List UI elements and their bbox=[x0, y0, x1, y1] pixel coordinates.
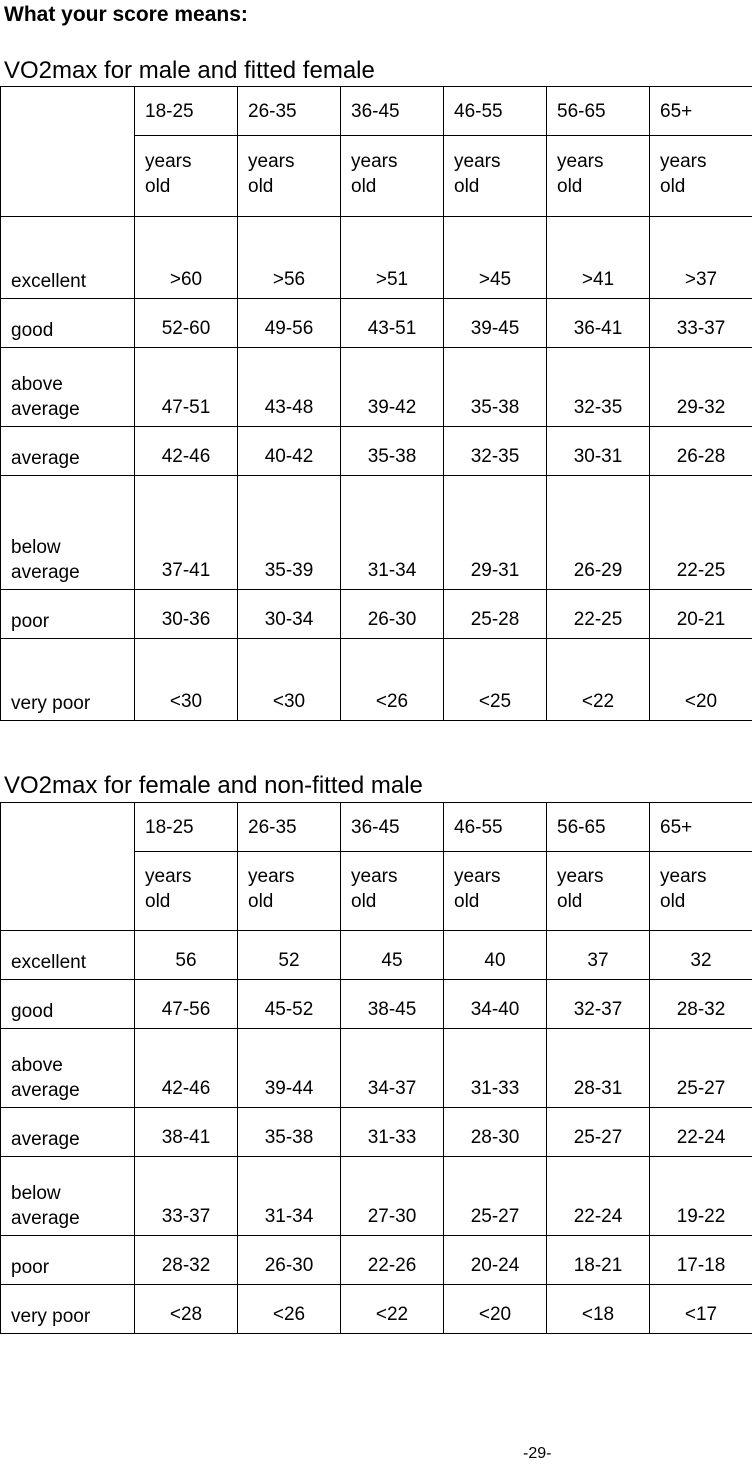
rating-label: average bbox=[1, 427, 135, 476]
rating-label: very poor bbox=[1, 639, 135, 721]
vo2max-value: 39-42 bbox=[341, 348, 444, 427]
vo2max-value: 28-30 bbox=[444, 1108, 547, 1157]
vo2max-value: <18 bbox=[547, 1285, 650, 1334]
vo2max-value: 42-46 bbox=[135, 1029, 238, 1108]
vo2max-value: 18-21 bbox=[547, 1236, 650, 1285]
vo2max-value: 31-34 bbox=[341, 476, 444, 590]
rating-label: excellent bbox=[1, 217, 135, 299]
age-unit-header bbox=[444, 136, 547, 217]
age-group-header: 46-55 bbox=[444, 803, 547, 852]
vo2max-value: 25-28 bbox=[444, 590, 547, 639]
vo2max-value: <26 bbox=[341, 639, 444, 721]
table-row bbox=[1, 639, 752, 721]
rating-label: poor bbox=[1, 590, 135, 639]
table-row bbox=[1, 1029, 752, 1108]
vo2max-value: 32-37 bbox=[547, 980, 650, 1029]
vo2max-value: 45 bbox=[341, 931, 444, 980]
vo2max-value: 52 bbox=[238, 931, 341, 980]
vo2max-value: >37 bbox=[650, 217, 752, 299]
vo2max-value: >51 bbox=[341, 217, 444, 299]
vo2max-value: 22-24 bbox=[547, 1157, 650, 1236]
age-group-header: 56-65 bbox=[547, 803, 650, 852]
age-unit-header bbox=[650, 852, 752, 931]
age-unit-header bbox=[238, 852, 341, 931]
vo2max-value: 22-24 bbox=[650, 1108, 752, 1157]
vo2max-value: 17-18 bbox=[650, 1236, 752, 1285]
age-group-header: 18-25 bbox=[135, 803, 238, 852]
vo2max-value: <30 bbox=[238, 639, 341, 721]
rating-label: poor bbox=[1, 1236, 135, 1285]
vo2max-value: 32-35 bbox=[547, 348, 650, 427]
age-unit-header bbox=[135, 136, 238, 217]
table-title-female-nonfitted-male: VO2max for female and non-fitted male bbox=[4, 772, 423, 799]
vo2max-value: 28-32 bbox=[135, 1236, 238, 1285]
vo2max-value: 42-46 bbox=[135, 427, 238, 476]
table-row bbox=[1, 1236, 752, 1285]
age-unit-label: years old bbox=[145, 866, 192, 912]
age-unit-label: years old bbox=[660, 151, 707, 197]
vo2max-value: >60 bbox=[135, 217, 238, 299]
vo2max-value: >41 bbox=[547, 217, 650, 299]
rating-label: good bbox=[1, 980, 135, 1029]
rating-label: below average bbox=[1, 476, 135, 590]
vo2max-value: 22-25 bbox=[650, 476, 752, 590]
table-row bbox=[1, 217, 752, 299]
vo2max-value: 43-48 bbox=[238, 348, 341, 427]
vo2max-value: 20-21 bbox=[650, 590, 752, 639]
rating-label: average bbox=[1, 1108, 135, 1157]
age-group-header: 65+ bbox=[650, 803, 752, 852]
table-row bbox=[1, 476, 752, 590]
vo2max-value: 34-37 bbox=[341, 1029, 444, 1108]
page-heading: What your score means: bbox=[4, 3, 248, 26]
vo2max-value: 31-34 bbox=[238, 1157, 341, 1236]
vo2max-value: <22 bbox=[341, 1285, 444, 1334]
table-title-male-fitted-female: VO2max for male and fitted female bbox=[4, 57, 375, 84]
rating-label: above average bbox=[1, 348, 135, 427]
age-group-header: 65+ bbox=[650, 87, 752, 136]
age-unit-label: years old bbox=[248, 151, 295, 197]
rating-label: below average bbox=[1, 1157, 135, 1236]
vo2max-value: <30 bbox=[135, 639, 238, 721]
vo2max-value: <25 bbox=[444, 639, 547, 721]
vo2max-table-female-nonfitted-male bbox=[0, 802, 752, 1334]
age-unit-header bbox=[547, 852, 650, 931]
rating-label: very poor bbox=[1, 1285, 135, 1334]
age-unit-label: years old bbox=[660, 866, 707, 912]
age-group-header: 36-45 bbox=[341, 803, 444, 852]
vo2max-value: 33-37 bbox=[650, 299, 752, 348]
vo2max-value: 22-26 bbox=[341, 1236, 444, 1285]
table-row bbox=[1, 1285, 752, 1334]
table-row bbox=[1, 299, 752, 348]
age-unit-label: years old bbox=[351, 866, 398, 912]
age-group-header: 46-55 bbox=[444, 87, 547, 136]
age-unit-header bbox=[341, 852, 444, 931]
vo2max-value: 26-28 bbox=[650, 427, 752, 476]
age-unit-header bbox=[444, 852, 547, 931]
vo2max-value: 25-27 bbox=[650, 1029, 752, 1108]
age-unit-label: years old bbox=[557, 866, 604, 912]
age-unit-label: years old bbox=[454, 866, 501, 912]
table-row bbox=[1, 980, 752, 1029]
rating-label: good bbox=[1, 299, 135, 348]
vo2max-value: <17 bbox=[650, 1285, 752, 1334]
vo2max-value: 37 bbox=[547, 931, 650, 980]
vo2max-value: 37-41 bbox=[135, 476, 238, 590]
vo2max-table-male-fitted-female bbox=[0, 86, 752, 721]
table-row bbox=[1, 427, 752, 476]
table-row bbox=[1, 1157, 752, 1236]
page-number: -29- bbox=[523, 1445, 552, 1462]
vo2max-value: 30-36 bbox=[135, 590, 238, 639]
age-unit-header bbox=[135, 852, 238, 931]
age-group-header: 18-25 bbox=[135, 87, 238, 136]
vo2max-value: 33-37 bbox=[135, 1157, 238, 1236]
vo2max-value: 28-31 bbox=[547, 1029, 650, 1108]
vo2max-value: 28-32 bbox=[650, 980, 752, 1029]
vo2max-value: 26-30 bbox=[238, 1236, 341, 1285]
table-row bbox=[1, 1108, 752, 1157]
vo2max-value: 32-35 bbox=[444, 427, 547, 476]
age-group-header: 26-35 bbox=[238, 803, 341, 852]
vo2max-value: 35-38 bbox=[238, 1108, 341, 1157]
header-corner bbox=[1, 803, 135, 931]
vo2max-value: 40-42 bbox=[238, 427, 341, 476]
age-group-header: 26-35 bbox=[238, 87, 341, 136]
vo2max-value: 49-56 bbox=[238, 299, 341, 348]
vo2max-value: 27-30 bbox=[341, 1157, 444, 1236]
age-unit-header bbox=[341, 136, 444, 217]
rating-label: above average bbox=[1, 1029, 135, 1108]
age-unit-label: years old bbox=[351, 151, 398, 197]
rating-label: excellent bbox=[1, 931, 135, 980]
age-unit-label: years old bbox=[557, 151, 604, 197]
vo2max-value: 56 bbox=[135, 931, 238, 980]
vo2max-value: 52-60 bbox=[135, 299, 238, 348]
age-unit-header bbox=[547, 136, 650, 217]
vo2max-value: <22 bbox=[547, 639, 650, 721]
vo2max-value: 39-45 bbox=[444, 299, 547, 348]
vo2max-value: 40 bbox=[444, 931, 547, 980]
vo2max-value: 34-40 bbox=[444, 980, 547, 1029]
vo2max-value: 32 bbox=[650, 931, 752, 980]
vo2max-value: <20 bbox=[650, 639, 752, 721]
vo2max-value: 36-41 bbox=[547, 299, 650, 348]
age-group-header: 36-45 bbox=[341, 87, 444, 136]
table-row bbox=[1, 590, 752, 639]
vo2max-value: 35-39 bbox=[238, 476, 341, 590]
vo2max-value: 25-27 bbox=[444, 1157, 547, 1236]
vo2max-value: 35-38 bbox=[341, 427, 444, 476]
vo2max-value: <20 bbox=[444, 1285, 547, 1334]
vo2max-value: >45 bbox=[444, 217, 547, 299]
vo2max-value: 31-33 bbox=[341, 1108, 444, 1157]
age-unit-label: years old bbox=[248, 866, 295, 912]
age-unit-header bbox=[238, 136, 341, 217]
vo2max-value: 31-33 bbox=[444, 1029, 547, 1108]
vo2max-value: 39-44 bbox=[238, 1029, 341, 1108]
vo2max-value: 29-31 bbox=[444, 476, 547, 590]
table-row bbox=[1, 348, 752, 427]
age-group-header: 56-65 bbox=[547, 87, 650, 136]
table-row bbox=[1, 931, 752, 980]
age-unit-header bbox=[650, 136, 752, 217]
vo2max-value: 38-45 bbox=[341, 980, 444, 1029]
vo2max-value: 45-52 bbox=[238, 980, 341, 1029]
vo2max-value: 43-51 bbox=[341, 299, 444, 348]
age-unit-label: years old bbox=[145, 151, 192, 197]
age-unit-label: years old bbox=[454, 151, 501, 197]
vo2max-value: <28 bbox=[135, 1285, 238, 1334]
vo2max-value: 29-32 bbox=[650, 348, 752, 427]
vo2max-value: 26-29 bbox=[547, 476, 650, 590]
vo2max-value: 30-34 bbox=[238, 590, 341, 639]
vo2max-value: 19-22 bbox=[650, 1157, 752, 1236]
vo2max-value: >56 bbox=[238, 217, 341, 299]
vo2max-value: 38-41 bbox=[135, 1108, 238, 1157]
vo2max-value: 25-27 bbox=[547, 1108, 650, 1157]
vo2max-value: 35-38 bbox=[444, 348, 547, 427]
vo2max-value: 30-31 bbox=[547, 427, 650, 476]
vo2max-value: 26-30 bbox=[341, 590, 444, 639]
vo2max-value: 47-56 bbox=[135, 980, 238, 1029]
vo2max-value: 20-24 bbox=[444, 1236, 547, 1285]
vo2max-value: 22-25 bbox=[547, 590, 650, 639]
vo2max-value: <26 bbox=[238, 1285, 341, 1334]
header-corner bbox=[1, 87, 135, 217]
vo2max-value: 47-51 bbox=[135, 348, 238, 427]
